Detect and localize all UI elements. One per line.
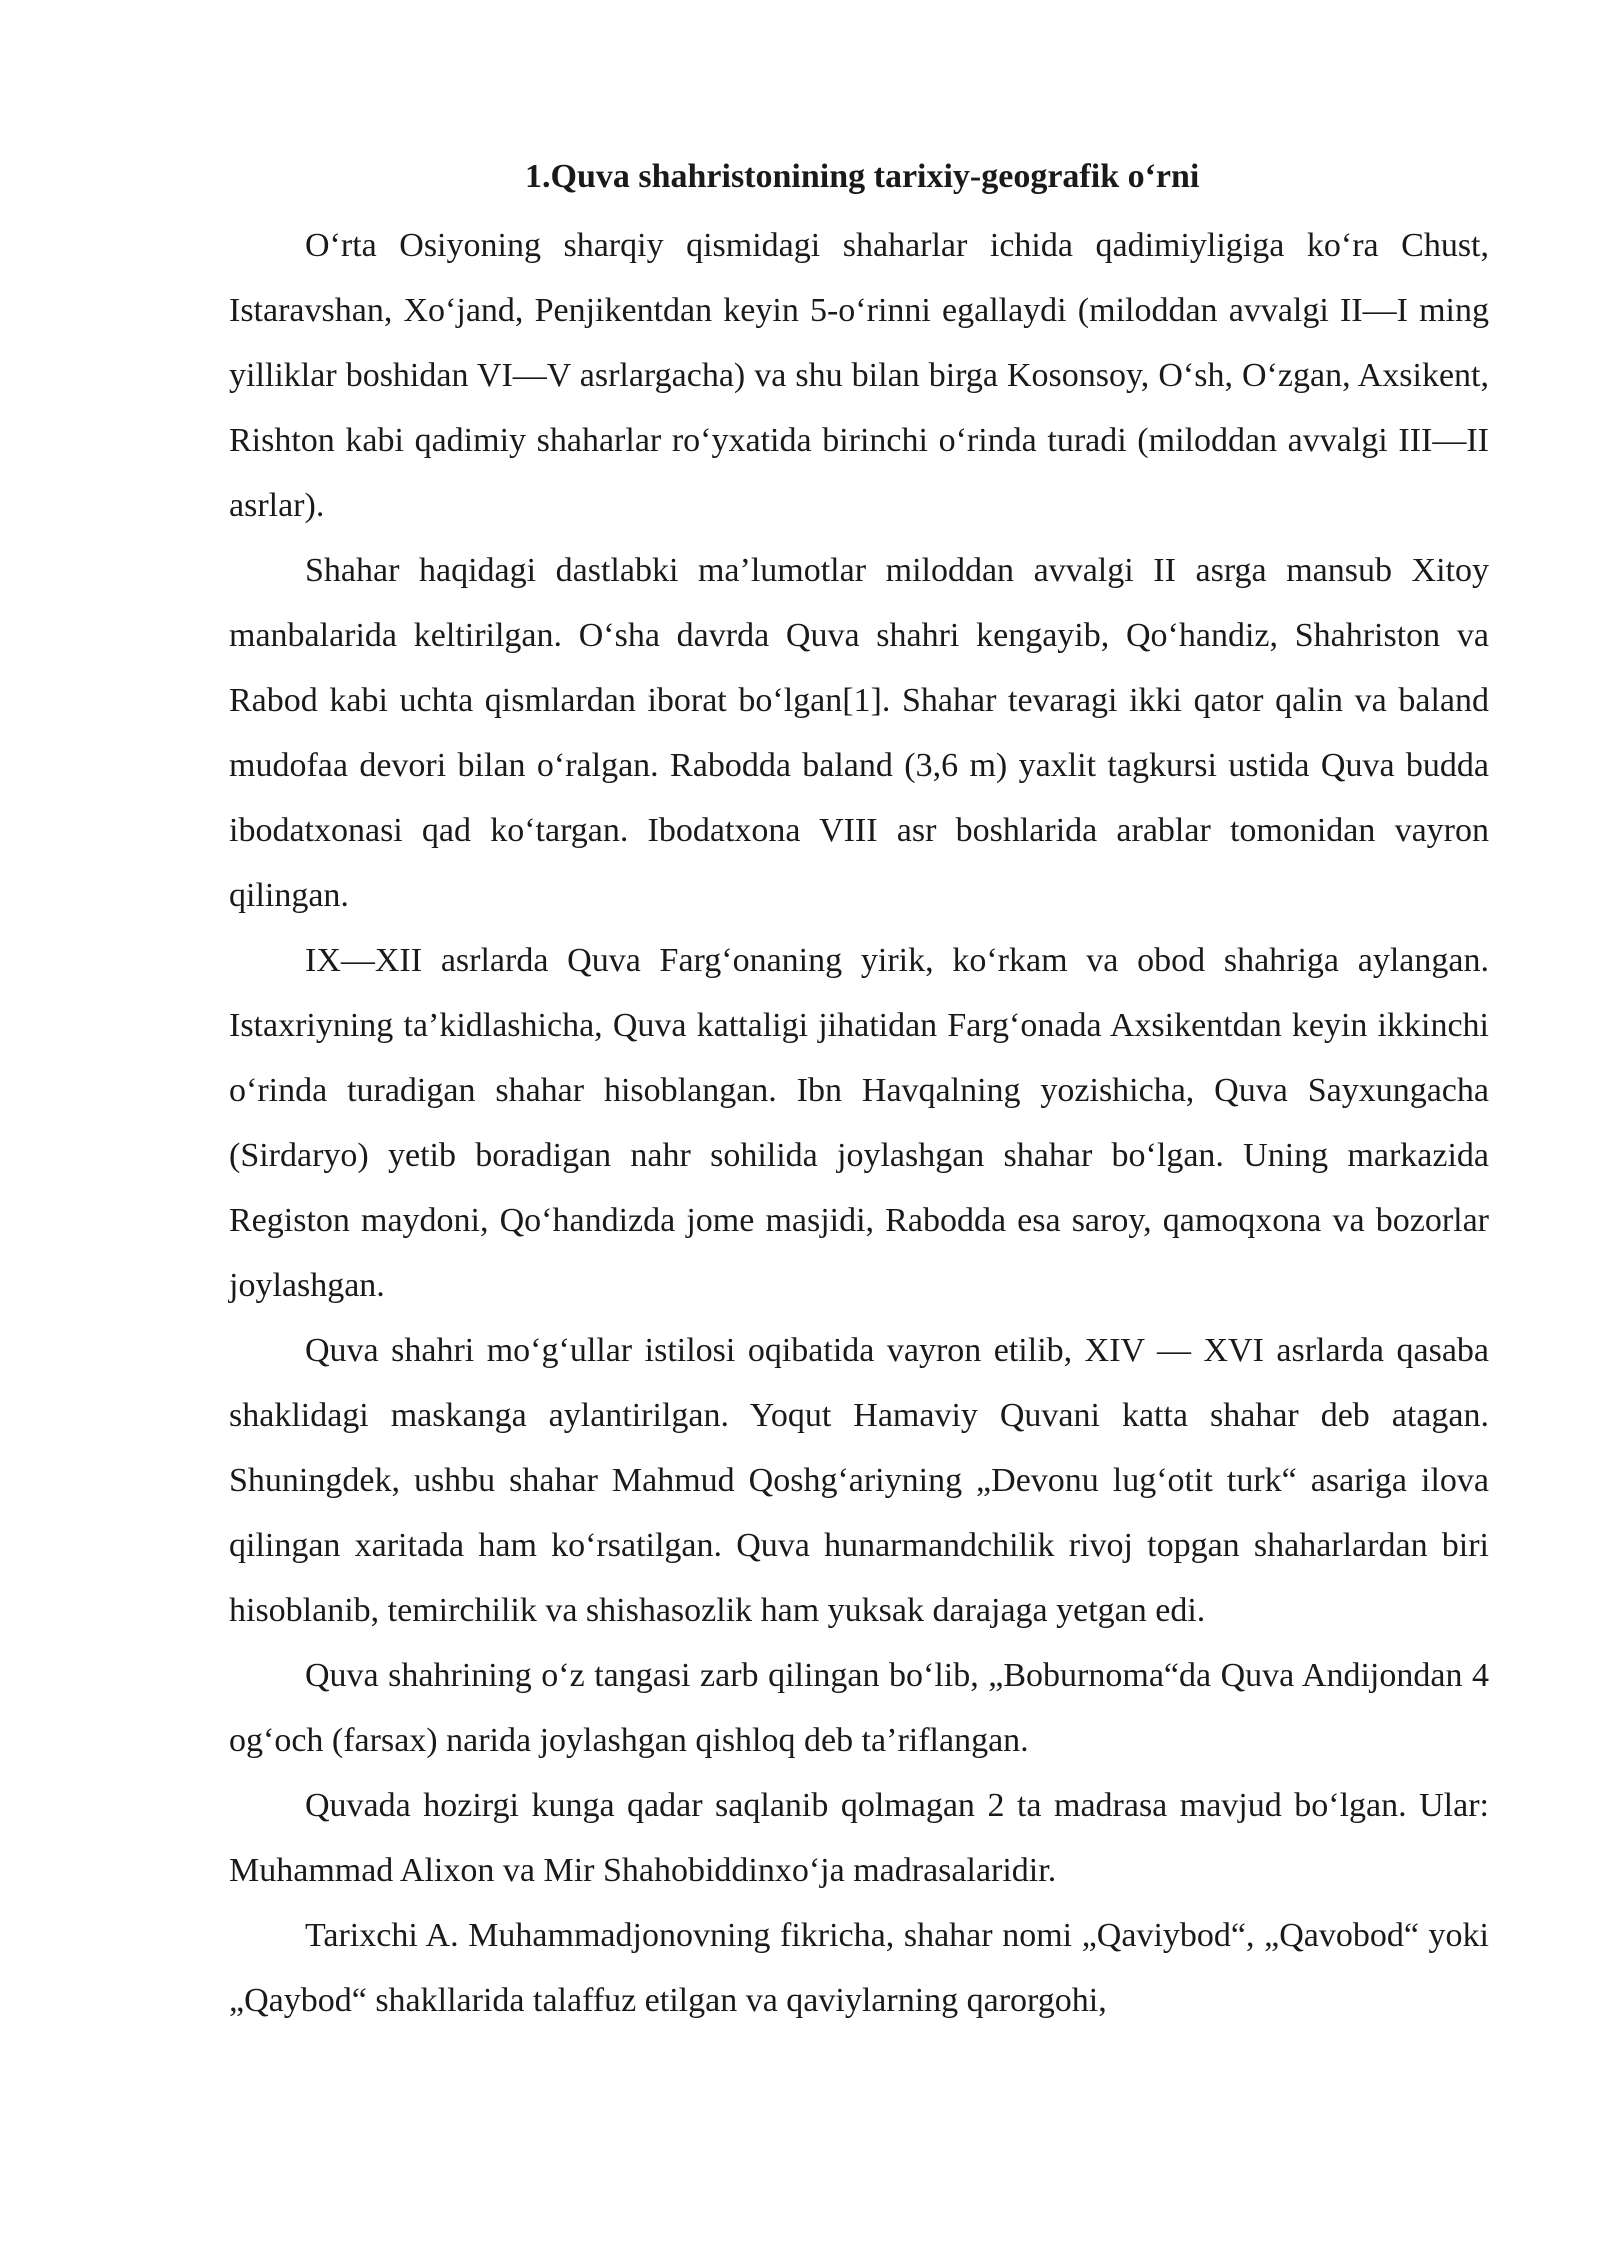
document-body: [229, 150, 1489, 2033]
paragraph-2: Shahar haqidagi dastlabki ma’lumotlar miloddan avvalgi II asrga mansub Xitoy manbalarida keltirilgan. O‘sha davrda Quva shahri kengayib, Qo‘handiz, Shahriston va Rabod kabi uchta qismlardan iborat bo‘lgan[1]. Shahar tevaragi ikki qator qalin va baland mudofaa devori bilan o‘ralgan. Rabodda baland (3,6 m) yaxlit tagkursi ustida Quva budda ibodatxonasi qad ko‘targan. Ibodatxona VIII asr boshlarida arablar tomonidan vayron qilingan.: [229, 552, 1489, 914]
section-title: 1.Quva shahristonining tarixiy-geografik o‘rni: [525, 158, 1200, 195]
paragraph-5: Quva shahrining o‘z tangasi zarb qilingan bo‘lib, „Boburnoma“da Quva Andijondan 4 og‘och (farsax) narida joylashgan qishloq deb ta’riflangan.: [229, 1657, 1489, 1759]
paragraph-6: Quvada hozirgi kunga qadar saqlanib qolmagan 2 ta madrasa mavjud bo‘lgan. Ular: Muhammad Alixon va Mir Shahobiddinxo‘ja madrasalaridir.: [229, 1787, 1489, 1889]
paragraph-3: IX—XII asrlarda Quva Farg‘onaning yirik, ko‘rkam va obod shahriga aylangan. Istaxriyning ta’kidlashicha, Quva kattaligi jihatidan Farg‘onada Axsikentdan keyin ikkinchi o‘rinda turadigan shahar hisoblangan. Ibn Havqalning yozishicha, Quva Sayxungacha (Sirdaryo) yetib boradigan nahr sohilida joylashgan shahar bo‘lgan. Uning markazida Registon maydoni, Qo‘handizda jome masjidi, Rabodda esa saroy, qamoqxona va bozorlar joylashgan.: [229, 942, 1489, 1304]
paragraph-1: O‘rta Osiyoning sharqiy qismidagi shaharlar ichida qadimiyligiga ko‘ra Chust, Istaravshan, Xo‘jand, Penjikentdan keyin 5-o‘rinni egallaydi (miloddan avvalgi II—I ming yilliklar boshidan VI—V asrlargacha) va shu bilan birga Kosonsoy, O‘sh, O‘zgan, Axsikent, Rishton kabi qadimiy shaharlar ro‘yxatida birinchi o‘rinda turadi (miloddan avvalgi III—II asrlar).: [229, 227, 1489, 524]
paragraph-4: Quva shahri mo‘g‘ullar istilosi oqibatida vayron etilib, XIV — XVI asrlarda qasaba shaklidagi maskanga aylantirilgan. Yoqut Hamaviy Quvani katta shahar deb atagan. Shuningdek, ushbu shahar Mahmud Qoshg‘ariyning „Devonu lug‘otit turk“ asariga ilova qilingan xaritada ham ko‘rsatilgan. Quva hunarmandchilik rivoj topgan shaharlardan biri hisoblanib, temirchilik va shishasozlik ham yuksak darajaga yetgan edi.: [229, 1332, 1489, 1629]
paragraph-7: Tarixchi A. Muhammadjonovning fikricha, shahar nomi „Qaviybod“, „Qavobod“ yoki „Qaybod“ shakllarida talaffuz etilgan va qaviylarning qarorgohi,: [229, 1917, 1489, 2019]
